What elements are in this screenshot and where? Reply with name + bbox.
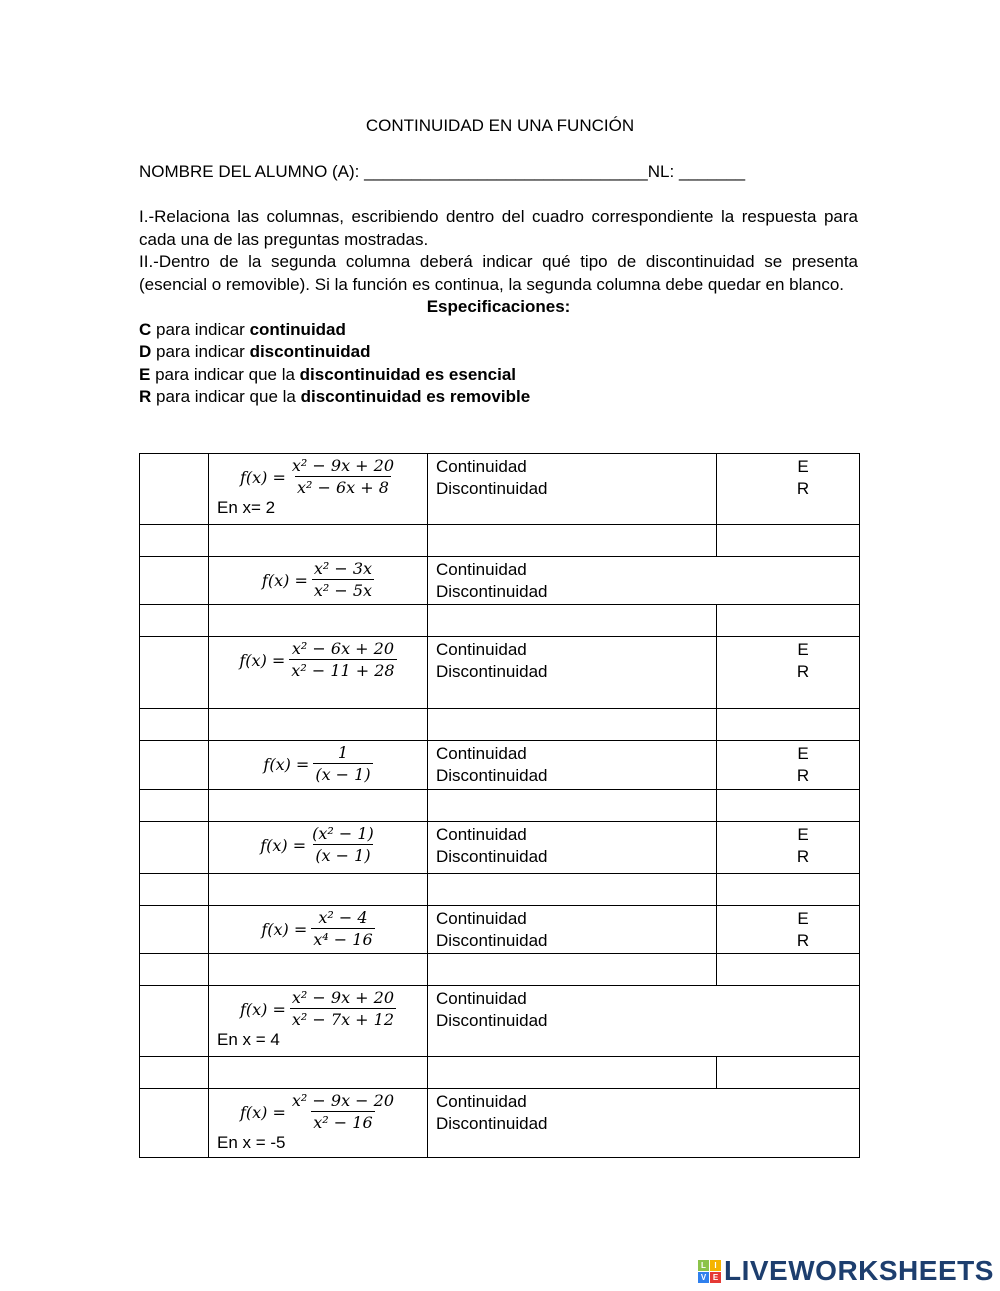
option-continuidad: Continuidad <box>436 560 527 579</box>
fraction <box>290 988 396 1031</box>
numerator: x² − 6x + 20 <box>291 639 395 658</box>
answer-box[interactable] <box>140 454 209 525</box>
option-e: E <box>797 457 809 476</box>
function-cell <box>209 741 428 790</box>
answer-box[interactable] <box>140 557 209 605</box>
instructions <box>139 206 858 409</box>
fraction <box>289 639 396 682</box>
answer-cell-er[interactable] <box>717 874 860 906</box>
spec-item <box>139 341 858 364</box>
worksheet-title: CONTINUIDAD EN UNA FUNCIÓN <box>365 116 635 135</box>
function-formula <box>209 906 427 951</box>
answer-cell-function[interactable] <box>209 525 428 557</box>
logo-block: L <box>698 1260 709 1271</box>
answer-row <box>140 874 860 906</box>
denominator: (x − 1) <box>315 846 371 865</box>
er-options-cell <box>717 822 860 874</box>
option-r: R <box>796 847 810 866</box>
answer-row <box>140 709 860 741</box>
fraction <box>290 456 396 499</box>
answer-box[interactable] <box>140 906 209 954</box>
option-discontinuidad: Discontinuidad <box>436 582 548 601</box>
numerator: x² − 4 <box>318 908 368 927</box>
function-formula <box>209 1089 427 1134</box>
option-discontinuidad: Discontinuidad <box>436 1114 548 1133</box>
function-label: f(x) = <box>261 920 308 939</box>
er-options-cell <box>717 454 860 525</box>
answer-row <box>140 605 860 637</box>
answer-box[interactable] <box>140 741 209 790</box>
evaluation-point: En x = 4 <box>217 1030 280 1049</box>
er-options-cell <box>717 637 860 709</box>
denominator: x² − 7x + 12 <box>291 1010 395 1029</box>
options-cell <box>428 637 717 709</box>
option-continuidad: Continuidad <box>436 909 527 928</box>
liveworksheets-logo <box>698 1255 994 1287</box>
function-row <box>140 557 860 605</box>
specifications-heading: Especificaciones: <box>426 297 571 316</box>
options-cell <box>428 557 860 605</box>
function-cell <box>209 986 428 1057</box>
instruction-1: I.-Relaciona las columnas, escribiendo dentro del cuadro correspondiente la respuesta para cada una de las preguntas mostradas. <box>139 207 858 249</box>
denominator: x⁴ − 16 <box>313 930 373 949</box>
option-discontinuidad: Discontinuidad <box>436 479 548 498</box>
answer-cell-function[interactable] <box>209 790 428 822</box>
logo-block: V <box>698 1272 709 1283</box>
answer-cell-type[interactable] <box>428 790 717 822</box>
function-label: f(x) = <box>239 1103 286 1122</box>
function-label: f(x) = <box>261 571 308 590</box>
option-continuidad: Continuidad <box>436 457 527 476</box>
answer-cell-type[interactable] <box>428 605 717 637</box>
answer-cell-number[interactable] <box>140 954 209 986</box>
numerator: (x² − 1) <box>312 824 374 843</box>
function-cell <box>209 822 428 874</box>
spec-meaning: continuidad <box>249 319 346 339</box>
option-r: R <box>796 931 810 950</box>
option-discontinuidad: Discontinuidad <box>436 931 548 950</box>
options-cell <box>428 906 717 954</box>
function-label: f(x) = <box>260 836 307 855</box>
denominator: x² − 5x <box>313 581 373 600</box>
specifications-list <box>139 319 858 409</box>
instruction-2: II.-Dentro de la segunda columna deberá indicar qué tipo de discontinuidad se presenta (esencial o removible). Si la función es continua, la segunda columna debe quedar en blanco. <box>139 252 858 294</box>
spec-key: C <box>139 319 152 339</box>
option-continuidad: Continuidad <box>436 1092 527 1111</box>
option-r: R <box>796 479 810 498</box>
spec-text: para indicar que la <box>151 387 301 406</box>
answer-cell-number[interactable] <box>140 1057 209 1089</box>
function-row <box>140 637 860 709</box>
function-label: f(x) = <box>263 755 310 774</box>
spec-key: R <box>139 387 152 406</box>
numerator: x² − 9x + 20 <box>291 988 395 1007</box>
spec-key: E <box>139 364 151 384</box>
option-discontinuidad: Discontinuidad <box>436 662 548 681</box>
function-row <box>140 1089 860 1158</box>
denominator: x² − 6x + 8 <box>296 478 389 497</box>
options-cell <box>428 822 717 874</box>
answer-box[interactable] <box>140 986 209 1057</box>
answer-cell-number[interactable] <box>140 605 209 637</box>
answer-cell-er[interactable] <box>717 709 860 741</box>
answer-table <box>139 453 860 1158</box>
option-e: E <box>797 744 809 763</box>
function-formula <box>209 741 427 786</box>
logo-block: E <box>710 1272 721 1283</box>
logo-block: I <box>710 1260 721 1271</box>
function-row <box>140 454 860 525</box>
numerator: x² − 9x + 20 <box>291 456 395 475</box>
answer-cell-number[interactable] <box>140 525 209 557</box>
answer-row <box>140 790 860 822</box>
option-e: E <box>797 640 809 659</box>
spec-item <box>139 386 858 409</box>
answer-cell-type[interactable] <box>428 1057 717 1089</box>
answer-cell-er[interactable] <box>717 1057 860 1089</box>
spec-meaning: discontinuidad es esencial <box>299 364 517 384</box>
student-name-line[interactable]: NOMBRE DEL ALUMNO (A): ______________________________NL: _______ <box>139 162 746 181</box>
answer-cell-number[interactable] <box>140 790 209 822</box>
answer-cell-function[interactable] <box>209 954 428 986</box>
function-label: f(x) = <box>239 651 286 670</box>
denominator: (x − 1) <box>315 765 371 784</box>
numerator: 1 <box>337 743 349 762</box>
answer-box[interactable] <box>140 1089 209 1158</box>
spec-meaning: discontinuidad es removible <box>300 387 531 406</box>
function-cell <box>209 454 428 525</box>
spec-text: para indicar <box>151 319 250 339</box>
answer-cell-type[interactable] <box>428 525 717 557</box>
option-continuidad: Continuidad <box>436 744 527 763</box>
answer-cell-er[interactable] <box>717 605 860 637</box>
logo-text: LIVEWORKSHEETS <box>724 1255 994 1286</box>
denominator: x² − 11 + 28 <box>291 661 395 680</box>
function-label: f(x) = <box>239 468 286 487</box>
spec-text: para indicar <box>151 342 250 361</box>
answer-box[interactable] <box>140 637 209 709</box>
answer-cell-type[interactable] <box>428 954 717 986</box>
function-formula <box>209 637 427 682</box>
function-row <box>140 986 860 1057</box>
spec-item <box>139 364 858 387</box>
option-r: R <box>796 662 810 681</box>
options-cell <box>428 1089 860 1158</box>
options-cell <box>428 986 860 1057</box>
option-discontinuidad: Discontinuidad <box>436 1011 548 1030</box>
function-formula <box>209 557 427 602</box>
function-row <box>140 741 860 790</box>
answer-cell-type[interactable] <box>428 874 717 906</box>
options-cell <box>428 741 717 790</box>
spec-item <box>139 319 858 342</box>
answer-cell-er[interactable] <box>717 790 860 822</box>
spec-meaning: discontinuidad <box>249 342 371 361</box>
answer-cell-number[interactable] <box>140 874 209 906</box>
function-label: f(x) = <box>239 1000 286 1019</box>
fraction <box>311 908 374 951</box>
answer-row <box>140 954 860 986</box>
function-cell <box>209 637 428 709</box>
option-e: E <box>797 825 809 844</box>
answer-cell-function[interactable] <box>209 709 428 741</box>
evaluation-point: En x = -5 <box>217 1133 286 1152</box>
function-formula <box>209 986 427 1031</box>
function-cell <box>209 1089 428 1158</box>
fraction <box>310 824 376 867</box>
denominator: x² − 16 <box>313 1113 373 1132</box>
answer-row <box>140 525 860 557</box>
option-discontinuidad: Discontinuidad <box>436 847 548 866</box>
function-row <box>140 906 860 954</box>
logo-blocks-icon <box>698 1260 721 1283</box>
spec-key: D <box>139 342 152 361</box>
fraction <box>312 559 374 602</box>
answer-cell-function[interactable] <box>209 605 428 637</box>
answer-box[interactable] <box>140 822 209 874</box>
fraction <box>290 1091 396 1134</box>
option-continuidad: Continuidad <box>436 989 527 1008</box>
evaluation-point: En x= 2 <box>217 498 276 517</box>
function-row <box>140 822 860 874</box>
numerator: x² − 3x <box>313 559 373 578</box>
er-options-cell <box>717 906 860 954</box>
answer-cell-number[interactable] <box>140 709 209 741</box>
fraction <box>313 743 372 786</box>
option-continuidad: Continuidad <box>436 825 527 844</box>
option-discontinuidad: Discontinuidad <box>436 766 548 785</box>
function-cell <box>209 557 428 605</box>
answer-row <box>140 1057 860 1089</box>
option-e: E <box>797 909 809 928</box>
numerator: x² − 9x − 20 <box>291 1091 395 1110</box>
answer-cell-function[interactable] <box>209 874 428 906</box>
function-cell <box>209 906 428 954</box>
answer-cell-er[interactable] <box>717 954 860 986</box>
option-continuidad: Continuidad <box>436 640 527 659</box>
answer-cell-function[interactable] <box>209 1057 428 1089</box>
options-cell <box>428 454 717 525</box>
spec-text: para indicar que la <box>150 364 300 384</box>
answer-cell-type[interactable] <box>428 709 717 741</box>
function-formula <box>209 822 427 867</box>
er-options-cell <box>717 741 860 790</box>
option-r: R <box>796 766 810 785</box>
answer-cell-er[interactable] <box>717 525 860 557</box>
function-formula <box>209 454 427 499</box>
